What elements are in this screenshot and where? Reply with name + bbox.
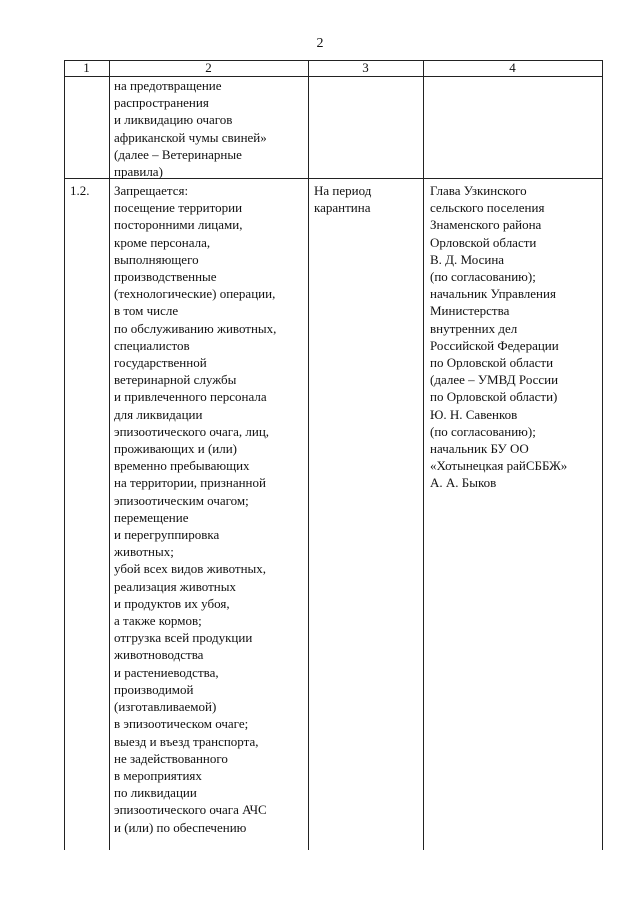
text-line: внутренних дел bbox=[430, 320, 518, 336]
header-col-4: 4 bbox=[509, 60, 516, 75]
row-number: 1.2. bbox=[70, 183, 90, 198]
text-line: ветеринарной службы bbox=[114, 372, 237, 388]
text-line: (технологические) операции, bbox=[114, 286, 276, 302]
text-line: и растениеводства, bbox=[114, 664, 219, 680]
text-line: по ликвидации bbox=[114, 785, 197, 801]
page-number: 2 bbox=[316, 36, 324, 51]
text-line: кроме персонала, bbox=[114, 234, 211, 250]
text-line: (далее – Ветеринарные bbox=[114, 146, 242, 162]
col-border-2 bbox=[308, 60, 309, 850]
text-line: посторонними лицами, bbox=[114, 217, 243, 233]
text-line: эпизоотического очага, лиц, bbox=[114, 423, 270, 439]
text-line: В. Д. Мосина bbox=[430, 251, 505, 267]
text-line: по обслуживанию животных, bbox=[114, 320, 277, 336]
text-line: распространения bbox=[114, 95, 209, 111]
text-line: карантина bbox=[314, 200, 371, 216]
text-line: посещение территории bbox=[114, 200, 243, 216]
text-line: и ликвидацию очагов bbox=[114, 112, 233, 128]
text-line: временно пребывающих bbox=[114, 458, 250, 474]
text-line: производимой bbox=[114, 681, 194, 697]
measures-table bbox=[64, 60, 603, 850]
text-line: для ликвидации bbox=[114, 406, 203, 422]
text-line: и продуктов их убоя, bbox=[114, 595, 230, 611]
text-line: по Орловской области) bbox=[430, 389, 558, 405]
text-line: начальник БУ ОО bbox=[430, 441, 529, 457]
text-line: выезд и въезд транспорта, bbox=[114, 733, 259, 749]
text-line: проживающих и (или) bbox=[114, 441, 238, 457]
text-line: африканской чумы свиней» bbox=[114, 129, 267, 145]
text-line: «Хотынецкая райСББЖ» bbox=[430, 458, 568, 474]
header-col-2: 2 bbox=[205, 60, 212, 75]
text-line: не задействованного bbox=[114, 750, 228, 766]
text-line: (по согласованию); bbox=[430, 423, 536, 439]
text-line: эпизоотическим очагом; bbox=[114, 492, 249, 508]
text-line: правила) bbox=[114, 164, 163, 180]
text-line: Знаменского района bbox=[430, 217, 542, 233]
text-line: по Орловской области bbox=[430, 355, 554, 371]
text-line: в мероприятиях bbox=[114, 767, 202, 783]
text-line: животноводства bbox=[114, 647, 204, 663]
text-line: животных; bbox=[114, 544, 174, 560]
text-line: перемещение bbox=[114, 509, 189, 525]
text-line: сельского поселения bbox=[430, 200, 545, 216]
text-line: (изготавливаемой) bbox=[114, 699, 217, 715]
text-line: А. А. Быков bbox=[430, 475, 497, 491]
text-line: реализация животных bbox=[114, 578, 236, 594]
col-border-right bbox=[602, 60, 603, 850]
text-line: Глава Узкинского bbox=[430, 183, 527, 198]
col-border-1 bbox=[109, 60, 110, 850]
header-col-3: 3 bbox=[362, 60, 369, 75]
text-line: Министерства bbox=[430, 303, 510, 319]
row-col3-period bbox=[314, 182, 371, 216]
col-border-left bbox=[64, 60, 65, 850]
text-line: производственные bbox=[114, 269, 217, 285]
text-line: Запрещается: bbox=[114, 183, 189, 198]
text-line: На период bbox=[314, 183, 372, 198]
text-line: на предотвращение bbox=[114, 78, 222, 93]
text-line: и привлеченного персонала bbox=[114, 389, 267, 405]
text-line: в эпизоотическом очаге; bbox=[114, 716, 249, 732]
header-col-1: 1 bbox=[83, 60, 90, 75]
text-line: эпизоотического очага АЧС bbox=[114, 802, 267, 818]
text-line: в том числе bbox=[114, 303, 179, 319]
text-line: специалистов bbox=[114, 337, 190, 353]
text-line: а также кормов; bbox=[114, 613, 202, 629]
text-line: убой всех видов животных, bbox=[114, 561, 267, 577]
row-col4-responsible bbox=[430, 182, 567, 492]
text-line: отгрузка всей продукции bbox=[114, 630, 253, 646]
text-line: на территории, признанной bbox=[114, 475, 266, 491]
text-line: (по согласованию); bbox=[430, 269, 536, 285]
text-line: и (или) по обеспечению bbox=[114, 819, 247, 835]
text-line: государственной bbox=[114, 355, 207, 371]
text-line: и перегруппировка bbox=[114, 527, 220, 543]
text-line: Орловской области bbox=[430, 234, 537, 250]
text-line: выполняющего bbox=[114, 251, 199, 267]
text-line: начальник Управления bbox=[430, 286, 556, 302]
text-line: (далее – УМВД России bbox=[430, 372, 559, 388]
row-col2-text bbox=[114, 182, 276, 836]
text-line: Российской Федерации bbox=[430, 337, 559, 353]
continuation-col2-text bbox=[114, 77, 267, 180]
col-border-3 bbox=[423, 60, 424, 850]
text-line: Ю. Н. Савенков bbox=[430, 406, 518, 422]
